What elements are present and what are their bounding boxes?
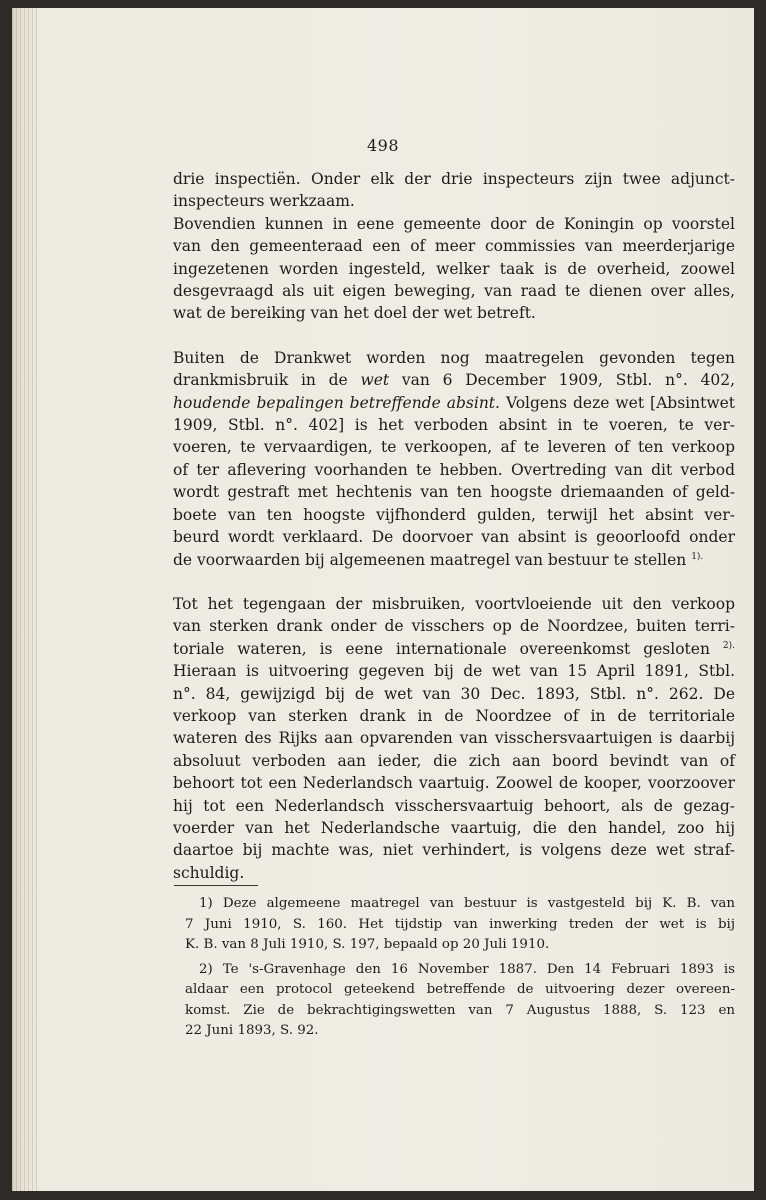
paragraph-1 bbox=[173, 168, 735, 213]
text-line-with-note bbox=[173, 638, 735, 660]
text-line-with-note bbox=[173, 549, 735, 571]
footnote-line: aldaar een protocol geteekend betreffende de uitvoering dezer overeen- bbox=[185, 982, 735, 997]
text-line: hij tot een Nederlandsch visschersvaartuig behoort, als de gezag- bbox=[173, 796, 735, 815]
text-line: boete van ten hoogste vijfhonderd gulden, terwijl het absint ver- bbox=[173, 505, 735, 524]
paragraph-2 bbox=[173, 213, 735, 325]
text-line: absoluut verboden aan ieder, die zich aan boord bevindt van of bbox=[173, 751, 735, 770]
text-line: Hieraan is uitvoering gegeven bij de wet van 15 April 1891, Stbl. bbox=[173, 662, 735, 681]
text-line: behoort tot een Nederlandsch vaartuig. Zoowel de kooper, voorzoover bbox=[173, 774, 735, 793]
footnote-reference: 1). bbox=[691, 551, 704, 562]
footnote-divider bbox=[174, 885, 258, 886]
paragraph-4 bbox=[173, 593, 735, 884]
text-line: ingezetenen worden ingesteld, welker taak is de overheid, zoowel bbox=[173, 259, 735, 278]
text-line: inspecteurs werkzaam. bbox=[173, 192, 355, 211]
text-line: of ter aflevering voorhanden te hebben. Overtreding van dit verbod bbox=[173, 460, 735, 479]
footnote-2 bbox=[185, 960, 735, 1042]
paragraph-3 bbox=[173, 347, 735, 571]
law-word: wet bbox=[360, 371, 390, 390]
text-line: 1909, Stbl. n°. 402] is het verboden absint in te voeren, te ver- bbox=[173, 416, 735, 435]
text-line: van sterken drank onder de visschers op de Noordzee, buiten terri- bbox=[173, 617, 735, 636]
body-text bbox=[173, 168, 735, 884]
page-number: 498 bbox=[366, 136, 400, 155]
text-line: n°. 84, gewijzigd bij de wet van 30 Dec. 1893, Stbl. n°. 262. De bbox=[173, 684, 735, 703]
footnote-line: komst. Zie de bekrachtigingswetten van 7 Augustus 1888, S. 123 en bbox=[185, 1002, 735, 1018]
text-line: voerder van het Nederlandsche vaartuig, die den handel, zoo hij bbox=[173, 818, 735, 837]
footnotes bbox=[185, 894, 735, 1042]
footnote-1 bbox=[185, 894, 735, 956]
text-line: Tot het tegengaan der misbruiken, voortvloeiende uit den verkoop bbox=[173, 594, 735, 613]
text-line: wat de bereiking van het doel der wet betreft. bbox=[173, 304, 536, 323]
footnote-reference: 2). bbox=[722, 640, 735, 651]
footnote-line: 1) Deze algemeene maatregel van bestuur is vastgesteld bij K. B. van bbox=[199, 896, 735, 911]
text-line: wateren des Rijks aan opvarenden van visschersvaartuigen is daarbij bbox=[173, 729, 735, 748]
text-line: drankmisbruik in de wet van 6 December 1909, Stbl. n°. 402, bbox=[173, 371, 735, 390]
text-line: desgevraagd als uit eigen beweging, van raad te dienen over alles, bbox=[173, 282, 735, 301]
footnote-line: K. B. van 8 Juli 1910, S. 197, bepaald op 20 Juli 1910. bbox=[185, 937, 550, 952]
text-line: daartoe bij machte was, niet verhindert, is volgens deze wet straf- bbox=[173, 841, 735, 860]
page-binding-edge bbox=[12, 8, 40, 1191]
text-line: Buiten de Drankwet worden nog maatregelen gevonden tegen bbox=[173, 348, 735, 367]
text-line: beurd wordt verklaard. De doorvoer van absint is geoorloofd onder bbox=[173, 528, 735, 547]
footnote-line: 7 Juni 1910, S. 160. Het tijdstip van inwerking treden der wet is bij bbox=[185, 916, 735, 932]
text-line: toriale wateren, is eene internationale overeenkomst gesloten bbox=[173, 639, 710, 658]
book-page bbox=[12, 8, 754, 1191]
text-line: drie inspectiën. Onder elk der drie inspecteurs zijn twee adjunct- bbox=[173, 170, 735, 188]
text-line: schuldig. bbox=[173, 863, 245, 882]
text-line: de voorwaarden bij algemeenen maatregel van bestuur te stellen bbox=[173, 550, 687, 569]
text-line: voeren, te vervaardigen, te verkoopen, af te leveren of ten verkoop bbox=[173, 438, 735, 457]
footnote-line: 22 Juni 1893, S. 92. bbox=[185, 1023, 319, 1038]
footnote-line: 2) Te 's-Gravenhage den 16 November 1887. Den 14 Februari 1893 is bbox=[199, 961, 735, 977]
text-line: houdende bepalingen betreffende absint. Volgens deze wet [Absintwet bbox=[173, 393, 735, 412]
text-line: van den gemeenteraad een of meer commissies van meerderjarige bbox=[173, 237, 735, 256]
text-line: verkoop van sterken drank in de Noordzee of in de territoriale bbox=[173, 706, 735, 725]
text-line: Bovendien kunnen in eene gemeente door de Koningin op voorstel bbox=[173, 214, 735, 233]
text-line: wordt gestraft met hechtenis van ten hoogste driemaanden of geld- bbox=[173, 483, 735, 502]
act-title: houdende bepalingen betreffende absint. bbox=[173, 393, 500, 412]
